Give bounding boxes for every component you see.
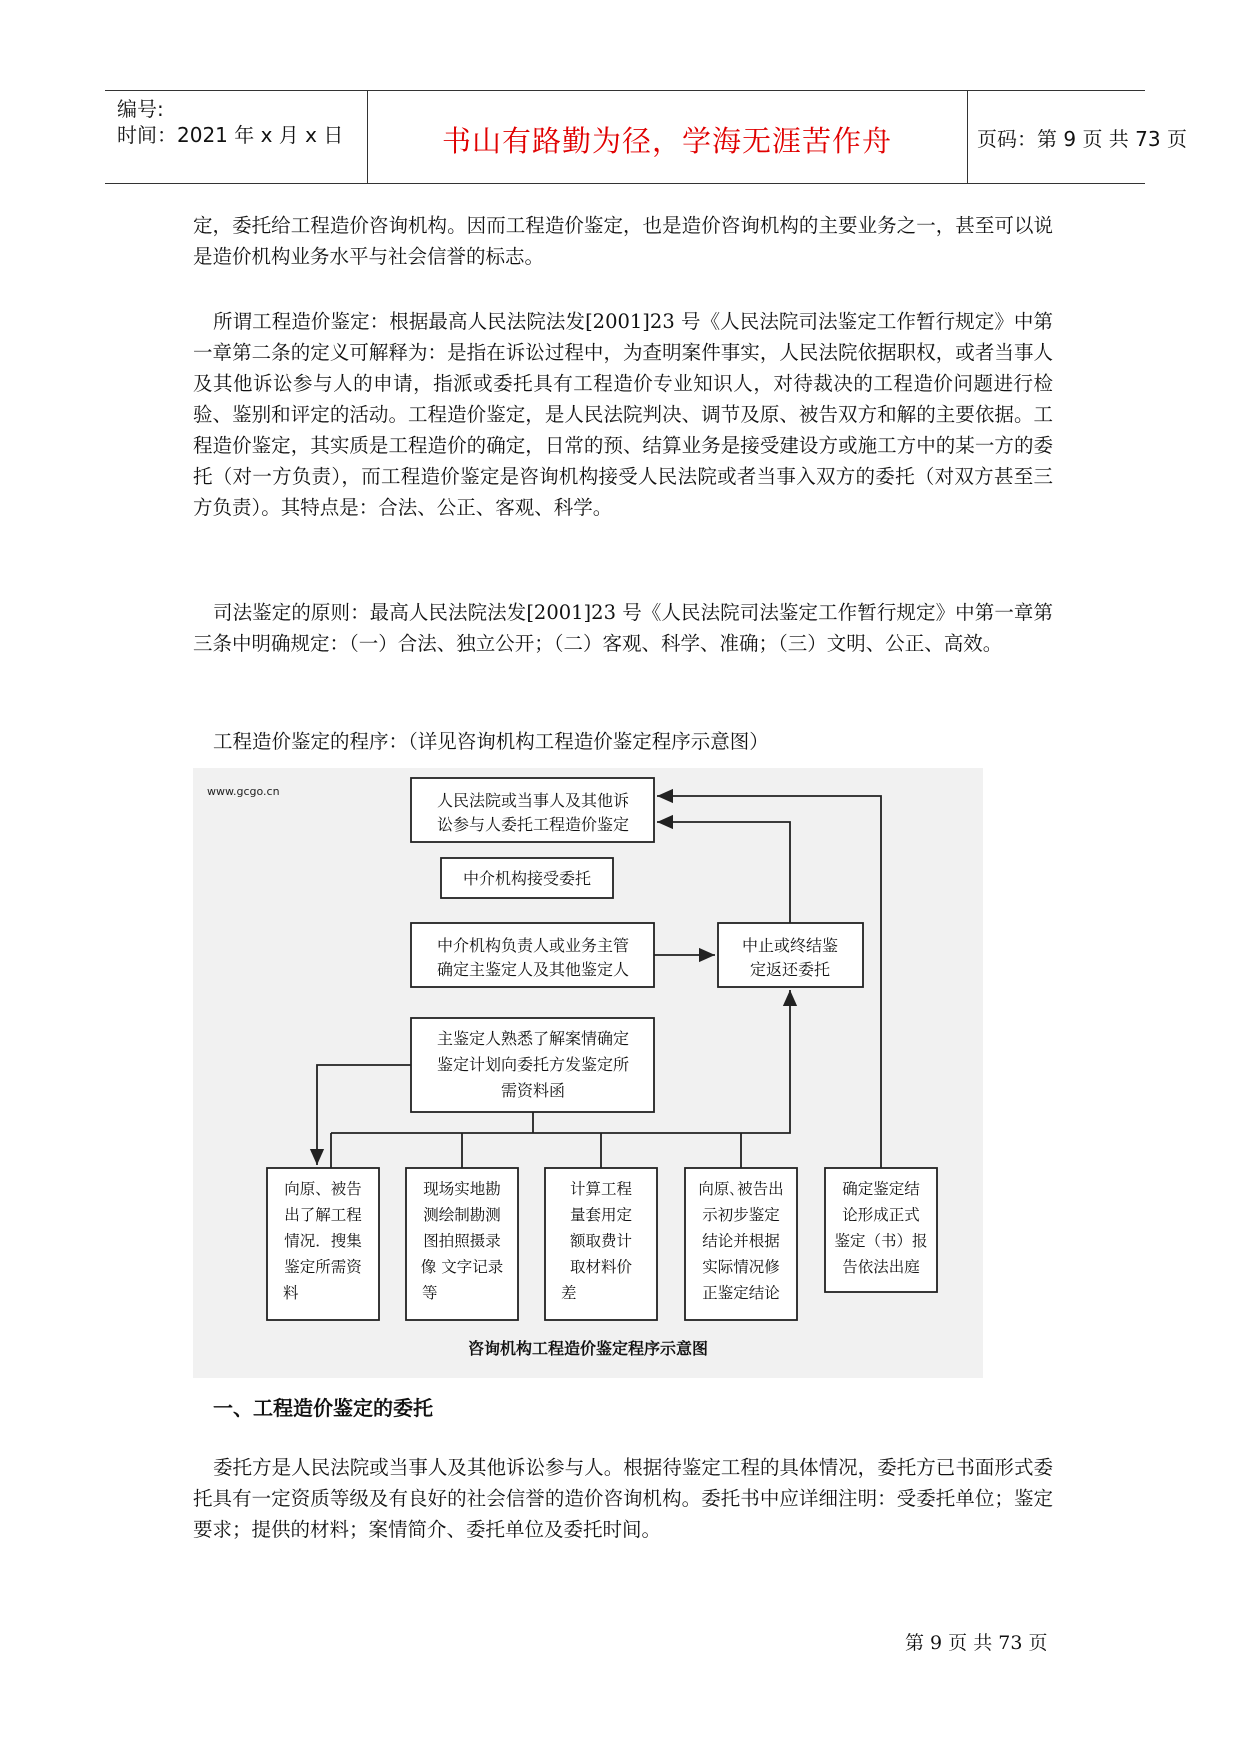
flowchart-figure (193, 768, 983, 1378)
paragraph-5: 委托方是人民法院或当事人及其他诉讼参与人。根据待鉴定工程的具体情况，委托方已书面形式委托具有一定资质等级及有良好的社会信誉的造价咨询机构。委托书中应详细注明：受委托单位；鉴定要求；提供的材料；案情简介、委托单位及委托时间。 (193, 1456, 1053, 1541)
assign-line-1: 中介机构负责人或业务主管 (436, 936, 630, 955)
step-1-line-5: 料 (283, 1284, 299, 1302)
document-number-label: 编号: (117, 97, 164, 121)
plan-line-3: 需资料函 (500, 1081, 566, 1100)
paragraph-2: 所谓工程造价鉴定：根据最高人民法院法发[2001]23 号《人民法院司法鉴定工作暂行规定》中第一章第二条的定义可解释为：是指在诉讼过程中，为查明案件事实，人民法院依据职权，或者当事人及其他诉讼参与人的申请，指派或委托具有工程造价专业知识人，对待裁决的工程造价问题进行检验、鉴别和评定的活动。工程造价鉴定，是人民法院判决、调节及原、被告双方和解的主要依据。工程造价鉴定，其实质是工程造价的确定，日常的预、结算业务是接受建设方或施工方中的某一方的委托（对一方负责），而工程造价鉴定是咨询机构接受人民法院或者当事入双方的委托（对双方甚至三方负责）。其特点是：合法、公正、客观、科学。 (193, 310, 1053, 519)
figure-watermark: www.gcgo.cn (207, 785, 280, 798)
step-4-line-4: 实际情况修 (702, 1258, 780, 1276)
entrust-line-2: 讼参与人委托工程造价鉴定 (436, 815, 630, 834)
flowchart-diagram (193, 768, 983, 1378)
plan-line-2: 鉴定计划向委托方发鉴定所 (436, 1055, 630, 1074)
assign-line-2: 确定主鉴定人及其他鉴定人 (436, 960, 630, 979)
header-motto: 书山有路勤为径，学海无涯苦作舟 (441, 124, 892, 158)
paragraph-4: 工程造价鉴定的程序：（详见咨询机构工程造价鉴定程序示意图） (213, 730, 769, 753)
header-page-number: 页码：第 9 页 共 73 页 (977, 127, 1187, 151)
figure-caption: 咨询机构工程造价鉴定程序示意图 (467, 1339, 709, 1358)
step-5-line-3: 鉴定（书）报 (834, 1232, 928, 1250)
step-3-line-2: 量套用定 (569, 1206, 633, 1224)
document-time-label: 时间：2021 年 x 月 x 日 (117, 123, 344, 147)
entrust-line-1: 人民法院或当事人及其他诉 (436, 791, 630, 810)
step-5-line-2: 论形成正式 (842, 1206, 920, 1224)
accept-line-1: 中介机构接受委托 (462, 869, 592, 888)
step-2-line-4: 像 文字记录 (420, 1258, 504, 1276)
step-4-line-3: 结论并根据 (702, 1232, 780, 1250)
step-5-line-1: 确定鉴定结 (842, 1180, 920, 1198)
step-1-line-1: 向原、被告 (284, 1180, 362, 1198)
step-4-line-1: 向原､被告出 (698, 1180, 784, 1198)
step-3-line-5: 差 (561, 1284, 577, 1302)
page-footer: 第 9 页 共 73 页 (905, 1632, 1048, 1654)
step-2-line-5: 等 (422, 1284, 438, 1302)
header-motto-cell (367, 91, 968, 183)
step-3-line-1: 计算工程 (569, 1180, 633, 1198)
page-header (105, 90, 1187, 184)
step-3-line-3: 额取费计 (569, 1232, 633, 1250)
header-page-cell (967, 91, 1187, 183)
step-1-line-3: 情况．搜集 (284, 1232, 362, 1250)
step-1-line-4: 鉴定所需资 (284, 1258, 362, 1276)
step-2-line-3: 图拍照摄录 (423, 1232, 501, 1250)
step-3-line-4: 取材料价 (569, 1258, 633, 1276)
header-meta-cell (105, 91, 368, 183)
terminate-line-1: 中止或终结鉴 (741, 936, 839, 955)
step-1-line-2: 出了解工程 (284, 1206, 362, 1224)
terminate-line-2: 定返还委托 (749, 960, 831, 979)
paragraph-1: 定，委托给工程造价咨询机构。因而工程造价鉴定，也是造价咨询机构的主要业务之一，甚至可以说是造价机构业务水平与社会信誉的标志。 (193, 214, 1053, 268)
step-5-line-4: 告依法出庭 (842, 1258, 920, 1276)
paragraph-3: 司法鉴定的原则：最高人民法院法发[2001]23 号《人民法院司法鉴定工作暂行规定》中第一章第三条中明确规定：（一）合法、独立公开；（二）客观、科学、准确；（三）文明、公正、高效。 (193, 601, 1053, 655)
section-heading: 一、工程造价鉴定的委托 (213, 1396, 433, 1420)
plan-line-1: 主鉴定人熟悉了解案情确定 (436, 1029, 630, 1048)
step-4-line-5: 正鉴定结论 (702, 1284, 780, 1302)
step-4-line-2: 示初步鉴定 (702, 1206, 780, 1224)
step-2-line-2: 测绘制勘测 (423, 1206, 501, 1224)
step-2-line-1: 现场实地勘 (423, 1180, 501, 1198)
